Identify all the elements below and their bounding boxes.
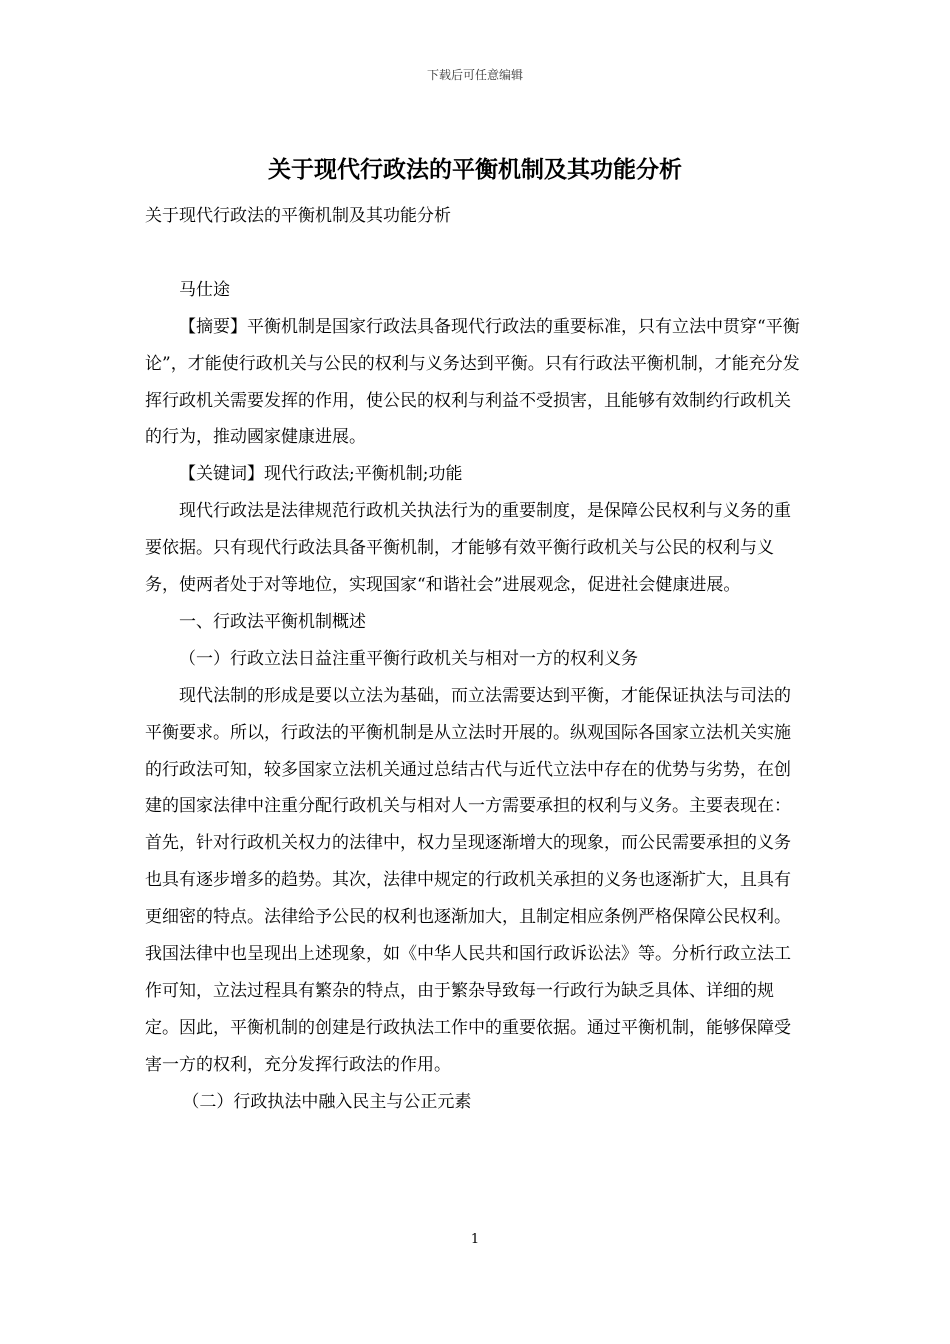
author: 马仕途 xyxy=(179,279,230,300)
document-body xyxy=(145,198,807,1121)
abstract-paragraph: 【摘要】平衡机制是国家行政法具备现代行政法的重要标准，只有立法中贯穿“平衡论”，才能使行政机关与公民的权利与义务达到平衡。只有行政法平衡机制，才能充分发挥行政机关需要发挥的作用，使公民的权利与利益不受损害，且能够有效制约行政机关的行为，推动國家健康进展。 xyxy=(145,316,800,448)
subsection-1-paragraph: 现代法制的形成是要以立法为基础，而立法需要达到平衡，才能保证执法与司法的平衡要求。所以，行政法的平衡机制是从立法时开展的。纵观国际各国家立法机关实施的行政法可知，较多国家立法机关通过总结古代与近代立法中存在的优势与劣势，在创建的国家法律中注重分配行政机关与相对人一方需要承担的权利与义务。主要表现在：首先，针对行政机关权力的法律中，权力呈现逐渐增大的现象，而公民需要承担的义务也具有逐步增多的趋势。其次，法律中规定的行政机关承担的义务也逐渐扩大，且具有更细密的特点。法律给予公民的权利也逐渐加大，且制定相应条例严格保障公民权利。我国法律中也呈现出上述现象，如《中华人民共和国行政诉讼法》等。分析行政立法工作可知，立法过程具有繁杂的特点，由于繁杂导致每一行政行为缺乏具体、详细的规定。因此，平衡机制的创建是行政执法工作中的重要依据。通过平衡机制，能够保障受害一方的权利，充分发挥行政法的作用。 xyxy=(145,685,791,1075)
subtitle: 关于现代行政法的平衡机制及其功能分析 xyxy=(145,206,451,226)
header-note: 下载后可任意编辑 xyxy=(426,68,523,82)
section-heading-1: 一、行政法平衡机制概述 xyxy=(179,611,366,632)
intro-paragraph: 现代行政法是法律规范行政机关执法行为的重要制度，是保障公民权利与义务的重要依据。只有现代行政法具备平衡机制，才能够有效平衡行政机关与公民的权利与义务，使两者处于对等地位，实现国家“和谐社会”进展观念，促进社会健康进展。 xyxy=(145,501,791,596)
document-title: 关于现代行政法的平衡机制及其功能分析 xyxy=(268,156,682,183)
blank-line xyxy=(145,235,807,272)
subsection-heading-1: （一）行政立法日益注重平衡行政机关与相对一方的权利义务 xyxy=(179,648,638,669)
subsection-heading-2: （二）行政执法中融入民主与公正元素 xyxy=(182,1091,472,1112)
page-number: 1 xyxy=(470,1232,480,1247)
keywords-paragraph: 【关键词】现代行政法;平衡机制;功能 xyxy=(179,464,463,485)
